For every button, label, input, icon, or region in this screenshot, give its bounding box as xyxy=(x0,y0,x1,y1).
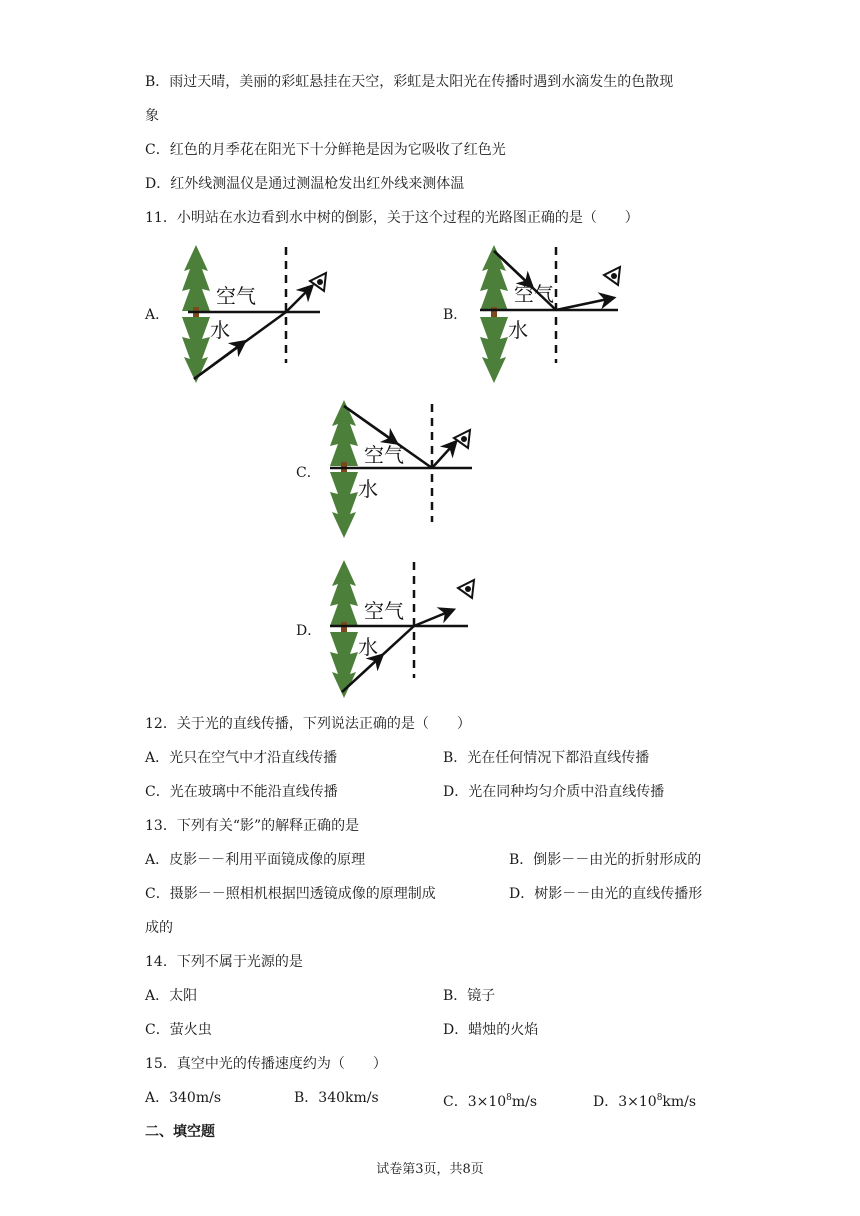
q15-option-c-unit: m/s xyxy=(511,1094,538,1110)
q10-option-b-line1: B．雨过天晴，美丽的彩虹悬挂在天空，彩虹是太阳光在传播时遇到水滴发生的色散现 xyxy=(145,74,674,90)
q15-option-b: B．340km/s xyxy=(294,1090,379,1106)
q11-option-c-label: C． xyxy=(296,465,321,481)
q11-diagram-c xyxy=(326,400,476,540)
q13-option-c: C．摄影－－照相机根据凹透镜成像的原理制成 xyxy=(145,886,436,902)
q11-option-d-label: D． xyxy=(296,623,322,639)
q10-option-b-line2: 象 xyxy=(145,108,159,124)
q12-option-c: C．光在玻璃中不能沿直线传播 xyxy=(145,784,338,800)
q10-option-d: D．红外线测温仪是通过测温枪发出红外线来测体温 xyxy=(145,176,465,192)
q14-option-c: C．萤火虫 xyxy=(145,1022,212,1038)
q11-option-a-label: A． xyxy=(145,307,170,323)
q13-stem: 13．下列有关“影”的解释正确的是 xyxy=(145,818,360,834)
q11-diagram-d xyxy=(326,560,476,700)
q15-option-c xyxy=(443,1088,537,1112)
q11-d-air-label: 空气 xyxy=(364,601,404,623)
q11-a-air-label: 空气 xyxy=(216,286,256,308)
q14-option-d: D．蜡烛的火焰 xyxy=(443,1022,539,1038)
q11-b-air-label: 空气 xyxy=(514,284,554,306)
q15-option-d xyxy=(593,1088,696,1112)
q11-d-water-label: 水 xyxy=(358,637,378,659)
q13-option-b: B．倒影－－由光的折射形成的 xyxy=(509,852,702,868)
page-footer: 试卷第3页，共8页 xyxy=(376,1162,484,1177)
q15-option-a: A．340m/s xyxy=(145,1090,222,1106)
q12-option-b: B．光在任何情况下都沿直线传播 xyxy=(443,750,650,766)
q13-option-d-line1: D．树影－－由光的直线传播形 xyxy=(509,886,703,902)
q11-c-water-label: 水 xyxy=(358,479,378,501)
q11-b-water-label: 水 xyxy=(508,320,528,342)
section-heading: 二、填空题 xyxy=(145,1124,215,1140)
q15-option-d-exponent: 8 xyxy=(656,1093,663,1103)
q13-option-d-line2: 成的 xyxy=(145,920,173,936)
q11-diagram-a xyxy=(178,245,328,385)
q14-stem: 14．下列不属于光源的是 xyxy=(145,954,303,970)
q11-diagram-b xyxy=(476,245,626,385)
q10-option-c: C．红色的月季花在阳光下十分鲜艳是因为它吸收了红色光 xyxy=(145,142,506,158)
q11-c-air-label: 空气 xyxy=(364,445,404,467)
q14-option-b: B．镜子 xyxy=(443,988,496,1004)
q11-stem: 11．小明站在水边看到水中树的倒影，关于这个过程的光路图正确的是（ ） xyxy=(145,210,639,226)
q11-option-b-label: B． xyxy=(443,307,468,323)
q14-option-a: A．太阳 xyxy=(145,988,198,1004)
q11-a-water-label: 水 xyxy=(210,320,230,342)
q15-option-d-base: D．3×10 xyxy=(593,1094,657,1110)
q12-option-d: D．光在同种均匀介质中沿直线传播 xyxy=(443,784,665,800)
q13-option-a: A．皮影－－利用平面镜成像的原理 xyxy=(145,852,366,868)
q12-option-a: A．光只在空气中才沿直线传播 xyxy=(145,750,338,766)
q15-option-c-exponent: 8 xyxy=(506,1093,512,1103)
q12-stem: 12．关于光的直线传播，下列说法正确的是（ ） xyxy=(145,716,471,732)
q15-option-d-unit: km/s xyxy=(662,1094,697,1110)
q15-stem: 15．真空中光的传播速度约为（ ） xyxy=(145,1056,387,1072)
q15-option-c-base: C．3×10 xyxy=(443,1094,507,1110)
